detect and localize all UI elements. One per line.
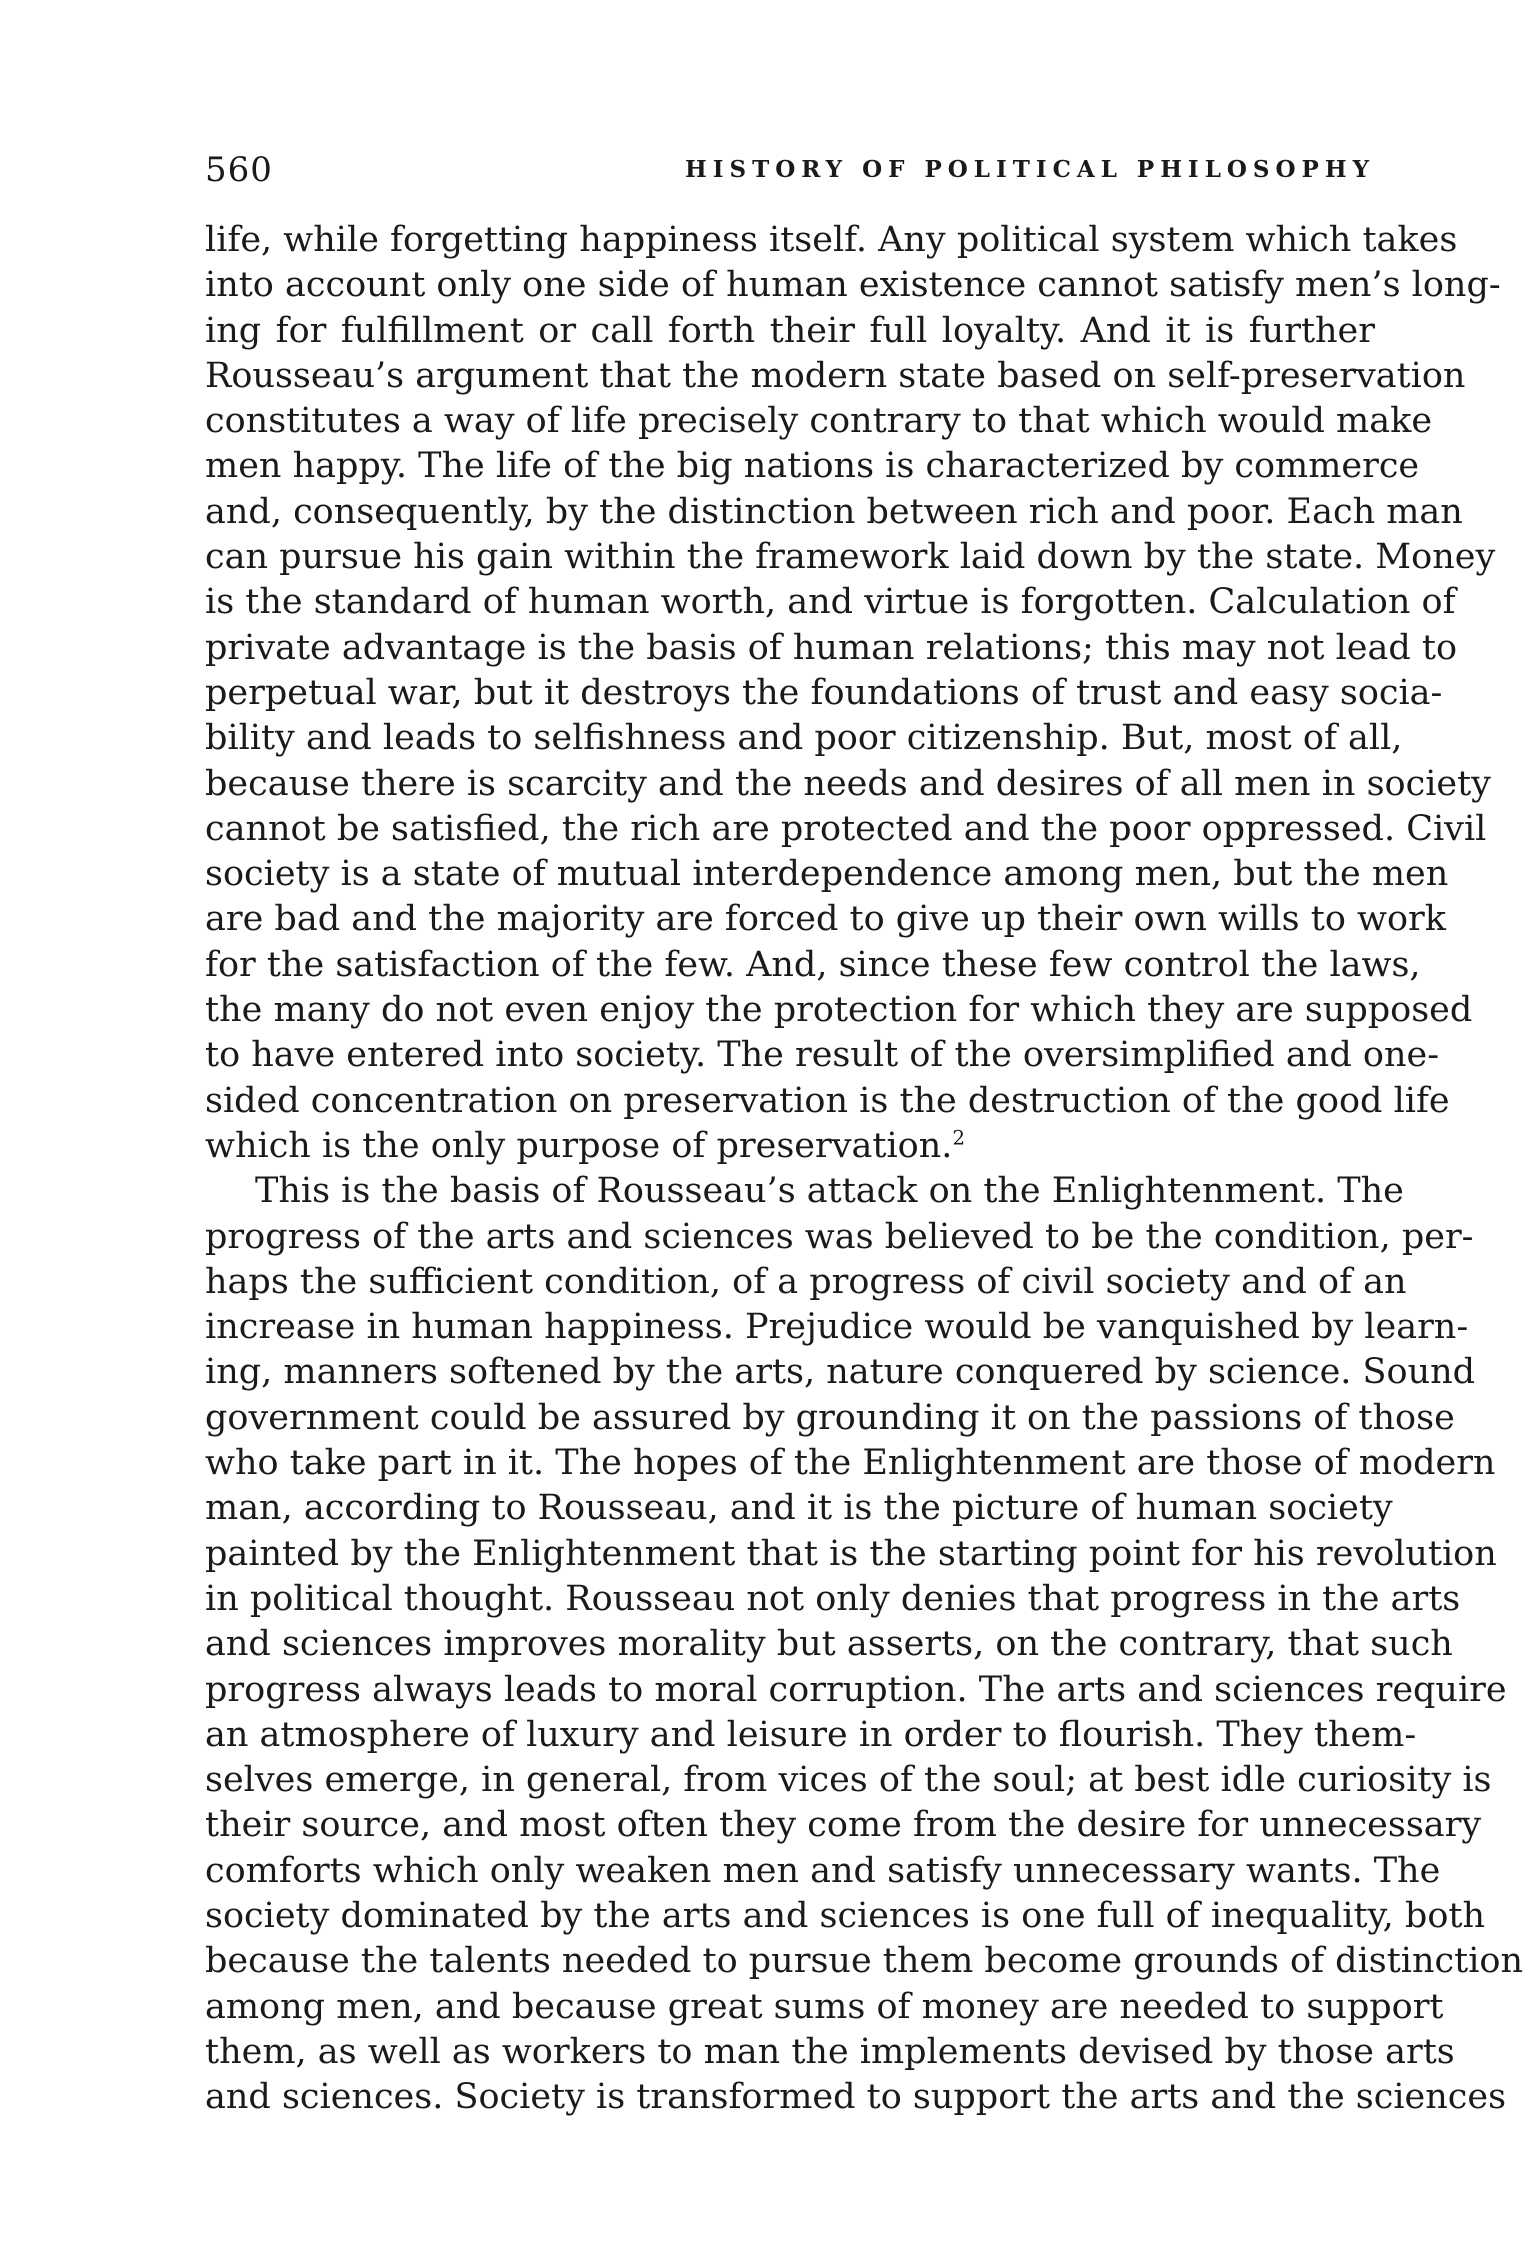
text-line-content: the many do not even enjoy the protection for which they are supposed	[205, 990, 1473, 1031]
text-line-content: and sciences. Society is transformed to support the arts and the sciences	[205, 2077, 1507, 2118]
text-line-content: bility and leads to selfishness and poor citizenship. But, most of all,	[205, 718, 1403, 759]
text-line-content: society dominated by the arts and sciences is one full of inequality, both	[205, 1895, 1485, 1936]
text-line-content: ing for fulfillment or call forth their full loyalty. And it is further	[205, 310, 1375, 351]
text-line-content: ing, manners softened by the arts, nature conquered by science. Sound	[205, 1352, 1476, 1393]
text-line-content: increase in human happiness. Prejudice would be vanquished by learn-	[205, 1307, 1469, 1348]
text-line-content: haps the sufficient condition, of a progress of civil society and of an	[205, 1261, 1407, 1302]
text-line-content: men happy. The life of the big nations is characterized by commerce	[205, 446, 1420, 487]
text-line	[205, 1622, 1453, 1667]
text-line-content: their source, and most often they come from the desire for unnecessary	[205, 1805, 1482, 1846]
text-line-content: private advantage is the basis of human relations; this may not lead to	[205, 627, 1458, 668]
text-line-content: man, according to Rousseau, and it is the picture of human society	[205, 1488, 1393, 1529]
text-line	[205, 2030, 1455, 2075]
text-line	[205, 218, 1458, 263]
text-line-content: can pursue his gain within the framework laid down by the state. Money	[205, 537, 1496, 578]
text-line-content: progress always leads to moral corruption. The arts and sciences require	[205, 1669, 1507, 1710]
text-line-content: is the standard of human worth, and virtue is forgotten. Calculation of	[205, 582, 1456, 623]
text-line	[205, 1079, 1450, 1124]
text-line	[205, 1577, 1461, 1622]
text-line-content: sided concentration on preservation is the destruction of the good life	[205, 1080, 1450, 1121]
text-line-content: This is the basis of Rousseau’s attack on the Enlightenment. The	[255, 1171, 1404, 1212]
text-line-content: Rousseau’s argument that the modern state based on self-preservation	[205, 355, 1466, 396]
text-line-content: an atmosphere of luxury and leisure in order to flourish. They them-	[205, 1714, 1417, 1755]
text-line-content: life, while forgetting happiness itself. Any political system which takes	[205, 220, 1458, 260]
text-line-content: painted by the Enlightenment that is the starting point for his revolution	[205, 1533, 1497, 1574]
text-line	[205, 626, 1458, 671]
text-line-content: comforts which only weaken men and satisfy unnecessary wants. The	[205, 1850, 1441, 1891]
text-line	[205, 1169, 1404, 1214]
text-line-content: and, consequently, by the distinction between rich and poor. Each man	[205, 491, 1463, 532]
text-line	[205, 2075, 1507, 2120]
text-line	[205, 1350, 1476, 1395]
text-line-content: in political thought. Rousseau not only denies that progress in the arts	[205, 1578, 1461, 1619]
text-line-content: selves emerge, in general, from vices of the soul; at best idle curiosity is	[205, 1760, 1492, 1801]
text-line-content: constitutes a way of life precisely contrary to that which would make	[205, 401, 1433, 442]
text-line	[205, 1396, 1455, 1441]
text-line	[205, 1441, 1496, 1486]
body-text	[205, 218, 1524, 2120]
text-line	[205, 1260, 1407, 1305]
text-line-content: them, as well as workers to man the implements devised by those arts	[205, 2031, 1455, 2072]
paragraph	[205, 218, 1501, 1169]
text-line	[205, 1668, 1507, 1713]
text-line	[205, 1713, 1417, 1758]
text-line	[205, 490, 1463, 535]
text-line	[205, 535, 1496, 580]
text-line	[205, 988, 1473, 1033]
running-head: HISTORY OF POLITICAL PHILOSOPHY	[684, 156, 1375, 183]
text-line	[205, 1939, 1524, 1984]
text-line-content: into account only one side of human existence cannot satisfy men’s long-	[205, 265, 1501, 306]
text-line	[205, 807, 1487, 852]
text-line-content: government could be assured by grounding it on the passions of those	[205, 1397, 1455, 1438]
text-line	[205, 852, 1449, 897]
page-header	[205, 150, 1375, 196]
text-line	[205, 716, 1403, 761]
text-line	[205, 354, 1466, 399]
text-line-content: who take part in it. The hopes of the Enlightenment are those of modern	[205, 1443, 1496, 1484]
text-line	[205, 1849, 1441, 1894]
text-line	[205, 1532, 1497, 1577]
text-line	[205, 444, 1420, 489]
text-line-content: which is the only purpose of preservation.	[205, 1125, 953, 1166]
text-line	[205, 1803, 1482, 1848]
text-line	[205, 762, 1491, 807]
text-line-content: because the talents needed to pursue them become grounds of distinction	[205, 1941, 1524, 1982]
text-line-content: progress of the arts and sciences was believed to be the condition, per-	[205, 1216, 1474, 1257]
text-line-content: among men, and because great sums of money are needed to support	[205, 1986, 1444, 2027]
text-line-content: cannot be satisfied, the rich are protected and the poor oppressed. Civil	[205, 808, 1487, 849]
text-line	[205, 263, 1501, 308]
footnote-marker: 2	[952, 1125, 966, 1150]
text-line-content: society is a state of mutual interdependence among men, but the men	[205, 854, 1449, 895]
text-line	[205, 1486, 1393, 1531]
text-line	[205, 580, 1456, 625]
text-line	[205, 1894, 1485, 1939]
text-line	[205, 1985, 1444, 2030]
text-line	[205, 1215, 1474, 1260]
text-line-content: because there is scarcity and the needs and desires of all men in society	[205, 763, 1491, 804]
text-line	[205, 1305, 1469, 1350]
text-line	[205, 671, 1443, 716]
text-line	[205, 1758, 1492, 1803]
page-number: 560	[205, 150, 273, 190]
text-line-content: and sciences improves morality but asserts, on the contrary, that such	[205, 1624, 1453, 1665]
text-line	[205, 1033, 1440, 1078]
text-line	[205, 399, 1433, 444]
paragraph	[205, 1169, 1524, 2120]
text-line	[205, 309, 1375, 354]
text-line-content: perpetual war, but it destroys the foundations of trust and easy socia-	[205, 672, 1443, 713]
text-line	[205, 897, 1446, 942]
text-line-content: to have entered into society. The result of the oversimplified and one-	[205, 1035, 1440, 1076]
text-line-content: are bad and the majority are forced to give up their own wills to work	[205, 899, 1446, 940]
text-line	[205, 943, 1421, 988]
text-line-content: for the satisfaction of the few. And, since these few control the laws,	[205, 944, 1421, 985]
text-line	[205, 1124, 1375, 1169]
